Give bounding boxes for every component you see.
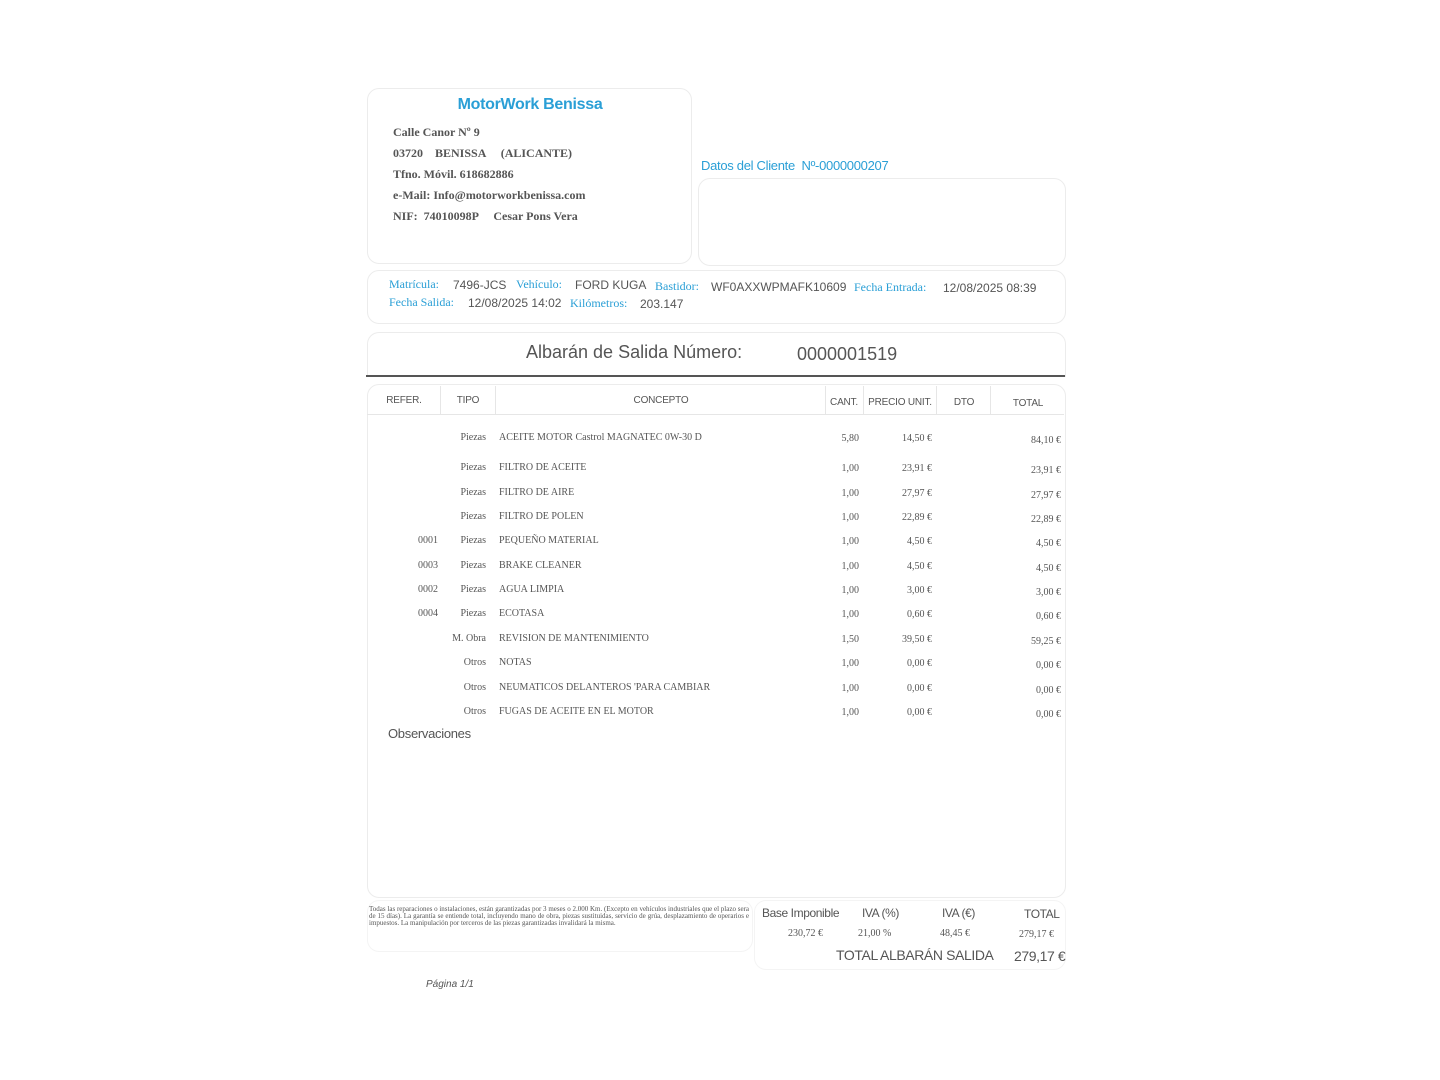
row-concepto: ACEITE MOTOR Castrol MAGNATEC 0W-30 D	[499, 432, 702, 443]
col-divider	[936, 386, 937, 414]
row-tipo: Piezas	[460, 608, 486, 619]
page-number: Página 1/1	[426, 979, 474, 990]
row-tipo: Piezas	[460, 560, 486, 571]
vehiculo-value: FORD KUGA	[575, 278, 647, 292]
company-city: 03720 BENISSA (ALICANTE)	[393, 146, 573, 160]
row-tipo: Otros	[463, 657, 486, 668]
salida-value: 12/08/2025 14:02	[468, 296, 562, 310]
row-cant: 1,50	[841, 634, 859, 645]
header-tipo: TIPO	[456, 395, 480, 406]
row-concepto: PEQUEÑO MATERIAL	[499, 535, 599, 546]
iva-euro-label: IVA (€)	[942, 906, 975, 920]
row-tipo: Otros	[463, 682, 486, 693]
row-total: 27,97 €	[1031, 490, 1061, 501]
bastidor-label: Bastidor:	[655, 279, 699, 293]
row-concepto: ECOTASA	[499, 608, 545, 619]
row-total: 0,00 €	[1036, 660, 1061, 671]
row-precio: 0,60 €	[907, 609, 932, 620]
matricula-value: 7496-JCS	[453, 278, 507, 292]
header-ref: REFER.	[386, 395, 422, 406]
total-value: 279,17 €	[1019, 929, 1054, 940]
row-tipo: M. Obra	[452, 633, 486, 644]
row-concepto: AGUA LIMPIA	[499, 584, 565, 595]
row-cant: 1,00	[841, 536, 859, 547]
row-precio: 0,00 €	[907, 658, 932, 669]
row-precio: 39,50 €	[902, 634, 932, 645]
iva-percent-value: 21,00 %	[858, 928, 892, 939]
row-precio: 27,97 €	[902, 488, 932, 499]
vehiculo-label: Vehículo:	[516, 277, 562, 291]
entrada-label: Fecha Entrada:	[854, 280, 927, 294]
row-tipo: Piezas	[460, 462, 486, 473]
grand-total-value: 279,17 €	[1014, 948, 1066, 964]
row-tipo: Piezas	[460, 535, 486, 546]
row-precio: 22,89 €	[902, 512, 932, 523]
row-concepto: NOTAS	[499, 657, 532, 668]
row-precio: 23,91 €	[902, 463, 932, 474]
col-divider	[990, 386, 991, 414]
company-name: MotorWork Benissa	[457, 96, 603, 113]
header-cant: CANT.	[830, 397, 858, 408]
km-value: 203.147	[640, 297, 684, 311]
company-nif: NIF: 74010098P Cesar Pons Vera	[393, 209, 578, 223]
row-ref: 0002	[418, 584, 438, 595]
row-cant: 1,00	[841, 609, 859, 620]
total-label: TOTAL	[1024, 907, 1060, 921]
header-dto: DTO	[953, 397, 975, 408]
col-divider	[440, 386, 441, 414]
base-imponible-label: Base Imponible	[762, 906, 840, 920]
row-total: 0,00 €	[1036, 709, 1061, 720]
row-tipo: Otros	[463, 706, 486, 717]
row-tipo: Piezas	[460, 487, 486, 498]
matricula-label: Matrícula:	[389, 277, 439, 291]
row-precio: 0,00 €	[907, 683, 932, 694]
header-precio: PRECIO UNIT.	[868, 397, 932, 408]
header-divider	[367, 414, 1064, 415]
iva-euro-value: 48,45 €	[940, 928, 970, 939]
client-box	[698, 178, 1066, 266]
row-total: 22,89 €	[1031, 514, 1061, 525]
row-total: 4,50 €	[1036, 563, 1061, 574]
client-title: Datos del Cliente Nº-0000000207	[701, 158, 889, 173]
document-number: 0000001519	[797, 344, 898, 364]
company-email: e-Mail: Info@motorworkbenissa.com	[393, 188, 586, 202]
row-total: 59,25 €	[1031, 636, 1061, 647]
row-precio: 4,50 €	[907, 536, 932, 547]
salida-label: Fecha Salida:	[389, 295, 454, 309]
row-precio: 0,00 €	[907, 707, 932, 718]
entrada-value: 12/08/2025 08:39	[943, 281, 1037, 295]
row-cant: 1,00	[841, 585, 859, 596]
row-cant: 1,00	[841, 561, 859, 572]
grand-total-label: TOTAL ALBARÁN SALIDA	[836, 947, 994, 963]
company-phone: Tfno. Móvil. 618682886	[393, 167, 514, 181]
row-total: 84,10 €	[1031, 435, 1061, 446]
row-precio: 4,50 €	[907, 561, 932, 572]
row-ref: 0001	[418, 535, 438, 546]
row-precio: 3,00 €	[907, 585, 932, 596]
observaciones-label: Observaciones	[388, 726, 471, 741]
row-cant: 5,80	[841, 433, 859, 444]
row-total: 3,00 €	[1036, 587, 1061, 598]
col-divider	[495, 386, 496, 414]
row-total: 0,00 €	[1036, 685, 1061, 696]
iva-percent-label: IVA (%)	[862, 906, 899, 920]
row-concepto: FUGAS DE ACEITE EN EL MOTOR	[499, 706, 654, 717]
row-cant: 1,00	[841, 463, 859, 474]
col-divider	[825, 386, 826, 414]
row-concepto: BRAKE CLEANER	[499, 560, 582, 571]
legal-text: Todas las reparaciones o instalaciones, están garantizadas por 3 meses o 2.000 Km. (Excepto en vehículos industriales que el plazo sera de 15 días). La garantía se entiende total, incluyendo mano de obra, piezas sustituidas, servicio de grúa, desplazamiento de operarios e impuestos. La manipulación por terceros de las piezas garantizadas invalidará la misma.	[369, 905, 749, 927]
row-precio: 14,50 €	[902, 433, 932, 444]
row-tipo: Piezas	[460, 584, 486, 595]
row-concepto: FILTRO DE ACEITE	[499, 462, 587, 473]
row-total: 0,60 €	[1036, 611, 1061, 622]
row-tipo: Piezas	[460, 432, 486, 443]
row-total: 23,91 €	[1031, 465, 1061, 476]
row-concepto: FILTRO DE AIRE	[499, 487, 575, 498]
title-rule	[366, 375, 1065, 377]
km-label: Kilómetros:	[570, 296, 628, 310]
row-tipo: Piezas	[460, 511, 486, 522]
row-total: 4,50 €	[1036, 538, 1061, 549]
row-cant: 1,00	[841, 707, 859, 718]
row-cant: 1,00	[841, 512, 859, 523]
row-concepto: REVISION DE MANTENIMIENTO	[499, 633, 649, 644]
row-cant: 1,00	[841, 488, 859, 499]
col-divider	[863, 386, 864, 414]
header-concepto: CONCEPTO	[633, 395, 689, 406]
row-cant: 1,00	[841, 683, 859, 694]
row-concepto: NEUMATICOS DELANTEROS 'PARA CAMBIAR	[499, 682, 711, 693]
row-ref: 0004	[418, 608, 438, 619]
header-total: TOTAL	[1012, 398, 1044, 409]
document-title: Albarán de Salida Número:	[526, 342, 743, 362]
company-address: Calle Canor Nº 9	[393, 125, 480, 139]
row-concepto: FILTRO DE POLEN	[499, 511, 584, 522]
row-ref: 0003	[418, 560, 438, 571]
row-cant: 1,00	[841, 658, 859, 669]
bastidor-value: WF0AXXWPMAFK10609	[711, 280, 847, 294]
base-imponible-value: 230,72 €	[788, 928, 823, 939]
